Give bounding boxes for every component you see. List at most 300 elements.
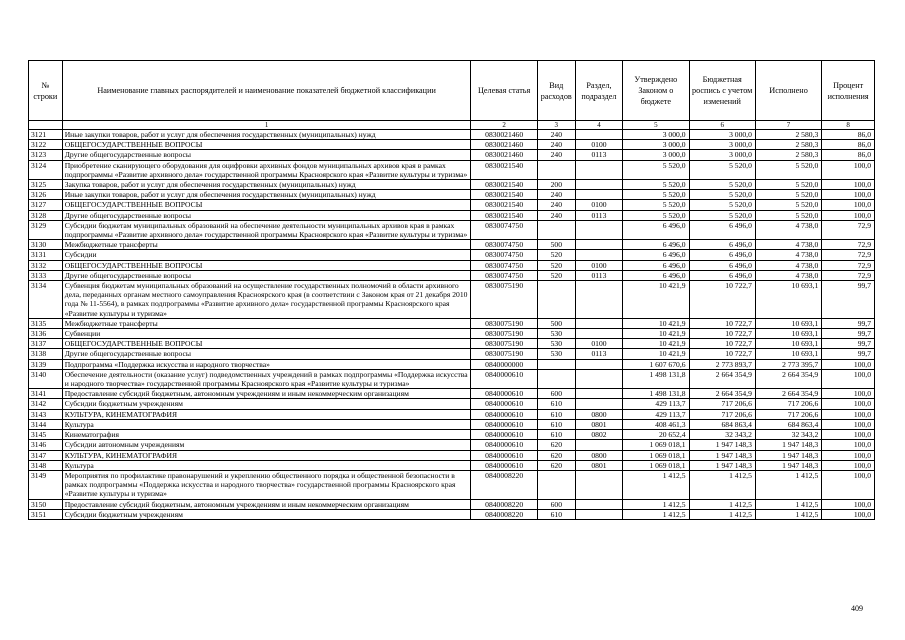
row-number: 3131 (29, 250, 63, 260)
target-article: 0840000610 (471, 430, 537, 440)
executed-value: 1 947 148,3 (755, 460, 821, 470)
percent-value: 100,0 (822, 160, 875, 179)
schedule-value: 10 722,7 (689, 349, 755, 359)
section-code: 0100 (575, 260, 622, 270)
table-row (29, 499, 875, 509)
row-number: 3124 (29, 160, 63, 179)
target-article: 0830075190 (471, 349, 537, 359)
approved-value: 6 496,0 (623, 220, 689, 239)
percent-value: 100,0 (822, 200, 875, 210)
target-article: 0830021540 (471, 160, 537, 179)
target-article: 0830021540 (471, 180, 537, 190)
target-article: 0830021460 (471, 130, 537, 140)
row-name: Другие общегосударственные вопросы (62, 349, 471, 359)
executed-value: 5 520,0 (755, 190, 821, 200)
percent-value: 100,0 (822, 409, 875, 419)
executed-value: 2 580,3 (755, 130, 821, 140)
target-article: 0840008220 (471, 499, 537, 509)
header-row (29, 61, 875, 121)
table-row (29, 399, 875, 409)
executed-value: 10 693,1 (755, 281, 821, 319)
percent-value: 100,0 (822, 430, 875, 440)
table-row (29, 349, 875, 359)
target-article: 0830075190 (471, 329, 537, 339)
expense-type: 240 (537, 210, 575, 220)
section-code (575, 250, 622, 260)
table-row (29, 260, 875, 270)
row-number: 3139 (29, 359, 63, 369)
approved-value: 1 069 018,1 (623, 450, 689, 460)
expense-type: 520 (537, 260, 575, 270)
table-row (29, 440, 875, 450)
executed-value: 684 863,4 (755, 419, 821, 429)
section-code: 0800 (575, 450, 622, 460)
col-index: 8 (822, 121, 875, 130)
col-index: 6 (689, 121, 755, 130)
expense-type: 600 (537, 499, 575, 509)
expense-type (537, 281, 575, 319)
row-name: Субсидии бюджетам муниципальных образований на обеспечение деятельности муниципальных архивов края в рамках подпрограммы «Развитие архивного дела» государственной программы Красноярского края «Развитие культуры и туризма» (62, 220, 471, 239)
approved-value: 3 000,0 (623, 130, 689, 140)
row-name: Закупка товаров, работ и услуг для обеспечения государственных (муниципальных) нужд (62, 180, 471, 190)
row-name: Субсидии автономным учреждениям (62, 440, 471, 450)
table-row (29, 339, 875, 349)
executed-value: 2 580,3 (755, 140, 821, 150)
row-name: Другие общегосударственные вопросы (62, 210, 471, 220)
percent-value: 72,9 (822, 220, 875, 239)
schedule-value: 1 412,5 (689, 499, 755, 509)
expense-type: 620 (537, 450, 575, 460)
executed-value: 4 738,0 (755, 270, 821, 280)
section-code: 0100 (575, 339, 622, 349)
section-code: 0113 (575, 150, 622, 160)
header-approved: Утверждено Законом о бюджете (623, 61, 689, 121)
percent-value: 99,7 (822, 349, 875, 359)
row-number: 3130 (29, 240, 63, 250)
schedule-value: 2 664 354,9 (689, 389, 755, 399)
schedule-value: 10 722,7 (689, 318, 755, 328)
percent-value: 100,0 (822, 210, 875, 220)
executed-value: 10 693,1 (755, 349, 821, 359)
percent-value: 100,0 (822, 450, 875, 460)
row-name: Приобретение сканирующего оборудования для оцифровки архивных фондов муниципальных архивов края в рамках подпрограммы «Развитие архивного дела» государственной программы Красноярского края «Развитие культуры и туризма» (62, 160, 471, 179)
row-name: Предоставление субсидий бюджетным, автономным учреждениям и иным некоммерческим организациям (62, 389, 471, 399)
percent-value: 100,0 (822, 440, 875, 450)
table-row (29, 270, 875, 280)
approved-value: 10 421,9 (623, 318, 689, 328)
section-code (575, 329, 622, 339)
target-article: 0840008220 (471, 470, 537, 499)
row-number: 3132 (29, 260, 63, 270)
schedule-value: 6 496,0 (689, 240, 755, 250)
target-article: 0840000610 (471, 460, 537, 470)
table-row (29, 419, 875, 429)
col-index: 1 (62, 121, 471, 130)
expense-type: 240 (537, 130, 575, 140)
executed-value: 4 738,0 (755, 260, 821, 270)
page-number: 409 (851, 604, 863, 613)
expense-type: 620 (537, 440, 575, 450)
section-code (575, 130, 622, 140)
row-number: 3146 (29, 440, 63, 450)
approved-value: 3 000,0 (623, 150, 689, 160)
percent-value: 86,0 (822, 150, 875, 160)
target-article: 0830075190 (471, 318, 537, 328)
table-row (29, 250, 875, 260)
section-code: 0801 (575, 460, 622, 470)
percent-value: 100,0 (822, 359, 875, 369)
approved-value: 6 496,0 (623, 260, 689, 270)
executed-value: 717 206,6 (755, 409, 821, 419)
section-code (575, 318, 622, 328)
target-article: 0840000610 (471, 399, 537, 409)
executed-value: 1 947 148,3 (755, 440, 821, 450)
expense-type (537, 470, 575, 499)
expense-type (537, 359, 575, 369)
schedule-value: 1 947 148,3 (689, 450, 755, 460)
target-article: 0840000610 (471, 389, 537, 399)
schedule-value: 3 000,0 (689, 150, 755, 160)
expense-type: 520 (537, 250, 575, 260)
section-code (575, 281, 622, 319)
table-row (29, 329, 875, 339)
row-name: Другие общегосударственные вопросы (62, 150, 471, 160)
table-row (29, 281, 875, 319)
row-number: 3143 (29, 409, 63, 419)
header-executed: Исполнено (755, 61, 821, 121)
expense-type: 530 (537, 329, 575, 339)
table-row (29, 210, 875, 220)
table-row (29, 240, 875, 250)
executed-value: 2 664 354,9 (755, 389, 821, 399)
section-code: 0100 (575, 140, 622, 150)
section-code: 0802 (575, 430, 622, 440)
col-index: 2 (471, 121, 537, 130)
target-article: 0830021460 (471, 150, 537, 160)
section-code: 0801 (575, 419, 622, 429)
schedule-value: 6 496,0 (689, 270, 755, 280)
table-row (29, 389, 875, 399)
header-type: Вид расходов (537, 61, 575, 121)
row-number: 3129 (29, 220, 63, 239)
section-code: 0113 (575, 270, 622, 280)
row-name: ОБЩЕГОСУДАРСТВЕННЫЕ ВОПРОСЫ (62, 200, 471, 210)
schedule-value: 5 520,0 (689, 180, 755, 190)
schedule-value: 10 722,7 (689, 281, 755, 319)
schedule-value: 5 520,0 (689, 190, 755, 200)
row-name: Подпрограмма «Поддержка искусства и народного творчества» (62, 359, 471, 369)
row-name: Межбюджетные трансферты (62, 240, 471, 250)
section-code: 0100 (575, 200, 622, 210)
percent-value: 72,9 (822, 270, 875, 280)
expense-type: 600 (537, 389, 575, 399)
percent-value: 86,0 (822, 130, 875, 140)
approved-value: 1 498 131,8 (623, 369, 689, 388)
table-row (29, 220, 875, 239)
approved-value: 10 421,9 (623, 281, 689, 319)
row-name: Субсидии бюджетным учреждениям (62, 509, 471, 519)
col-index: 5 (623, 121, 689, 130)
approved-value: 5 520,0 (623, 180, 689, 190)
row-number: 3133 (29, 270, 63, 280)
row-name: ОБЩЕГОСУДАРСТВЕННЫЕ ВОПРОСЫ (62, 260, 471, 270)
row-name: Иные закупки товаров, работ и услуг для обеспечения государственных (муниципальных) нужд (62, 190, 471, 200)
percent-value: 100,0 (822, 499, 875, 509)
section-code (575, 509, 622, 519)
schedule-value: 6 496,0 (689, 250, 755, 260)
row-number: 3136 (29, 329, 63, 339)
row-number: 3147 (29, 450, 63, 460)
target-article: 0830021540 (471, 210, 537, 220)
executed-value: 10 693,1 (755, 329, 821, 339)
row-name: Субвенция бюджетам муниципальных образований на осуществление государственных полномочий в области архивного дела, переданных органам местного самоуправления Красноярского края (в соответствии с Законом края от 21 декабря 2010 года № 11-5564), в рамках подпрограммы «Развитие архивного дела» государственной программы Красноярского края «Развитие культуры и туризма» (62, 281, 471, 319)
section-code (575, 440, 622, 450)
table-row (29, 140, 875, 150)
table-row (29, 180, 875, 190)
row-number: 3148 (29, 460, 63, 470)
target-article: 0840000610 (471, 450, 537, 460)
approved-value: 10 421,9 (623, 339, 689, 349)
target-article: 0830021460 (471, 140, 537, 150)
row-number: 3144 (29, 419, 63, 429)
executed-value: 4 738,0 (755, 250, 821, 260)
row-name: Иные закупки товаров, работ и услуг для обеспечения государственных (муниципальных) нужд (62, 130, 471, 140)
percent-value: 99,7 (822, 318, 875, 328)
row-name: Обеспечение деятельности (оказание услуг) подведомственных учреждений в рамках подпрограммы «Поддержка искусства и народного творчества» государственной программы Красноярского края «Развитие культуры и туризма» (62, 369, 471, 388)
table-row (29, 160, 875, 179)
expense-type: 530 (537, 349, 575, 359)
row-name: КУЛЬТУРА, КИНЕМАТОГРАФИЯ (62, 450, 471, 460)
schedule-value: 717 206,6 (689, 399, 755, 409)
schedule-value: 32 343,2 (689, 430, 755, 440)
expense-type: 610 (537, 419, 575, 429)
row-number: 3142 (29, 399, 63, 409)
schedule-value: 717 206,6 (689, 409, 755, 419)
expense-type: 240 (537, 150, 575, 160)
percent-value: 86,0 (822, 140, 875, 150)
section-code (575, 220, 622, 239)
expense-type (537, 369, 575, 388)
row-name: Субсидии бюджетным учреждениям (62, 399, 471, 409)
executed-value: 1 412,5 (755, 499, 821, 509)
schedule-value: 10 722,7 (689, 339, 755, 349)
header-schedule: Бюджетная роспись с учетом изменений (689, 61, 755, 121)
section-code (575, 190, 622, 200)
table-row (29, 470, 875, 499)
header-row-no: № строки (29, 61, 63, 121)
target-article: 0830074750 (471, 220, 537, 239)
executed-value: 2 664 354,9 (755, 369, 821, 388)
schedule-value: 684 863,4 (689, 419, 755, 429)
table-row (29, 409, 875, 419)
section-code (575, 180, 622, 190)
executed-value: 4 738,0 (755, 240, 821, 250)
row-number: 3150 (29, 499, 63, 509)
row-name: Культура (62, 460, 471, 470)
approved-value: 20 652,4 (623, 430, 689, 440)
budget-sheet (28, 60, 875, 520)
row-name: ОБЩЕГОСУДАРСТВЕННЫЕ ВОПРОСЫ (62, 140, 471, 150)
approved-value: 1 069 018,1 (623, 460, 689, 470)
table-row (29, 318, 875, 328)
schedule-value: 6 496,0 (689, 220, 755, 239)
executed-value: 2 773 395,7 (755, 359, 821, 369)
percent-value: 100,0 (822, 369, 875, 388)
executed-value: 5 520,0 (755, 160, 821, 179)
row-number: 3141 (29, 389, 63, 399)
schedule-value: 1 412,5 (689, 470, 755, 499)
executed-value: 1 412,5 (755, 470, 821, 499)
approved-value: 1 412,5 (623, 509, 689, 519)
col-index (29, 121, 63, 130)
percent-value: 72,9 (822, 250, 875, 260)
row-number: 3126 (29, 190, 63, 200)
executed-value: 10 693,1 (755, 318, 821, 328)
row-name: Межбюджетные трансферты (62, 318, 471, 328)
row-number: 3145 (29, 430, 63, 440)
expense-type: 520 (537, 270, 575, 280)
percent-value: 99,7 (822, 281, 875, 319)
header-target: Целевая статья (471, 61, 537, 121)
schedule-value: 1 947 148,3 (689, 440, 755, 450)
row-number: 3128 (29, 210, 63, 220)
expense-type: 200 (537, 180, 575, 190)
expense-type: 240 (537, 200, 575, 210)
schedule-value: 3 000,0 (689, 140, 755, 150)
row-number: 3122 (29, 140, 63, 150)
section-code (575, 470, 622, 499)
row-number: 3151 (29, 509, 63, 519)
table-row (29, 450, 875, 460)
expense-type: 620 (537, 460, 575, 470)
target-article: 0830074750 (471, 260, 537, 270)
expense-type: 530 (537, 339, 575, 349)
target-article: 0830074750 (471, 250, 537, 260)
approved-value: 1 412,5 (623, 470, 689, 499)
approved-value: 1 412,5 (623, 499, 689, 509)
percent-value: 99,7 (822, 329, 875, 339)
approved-value: 408 461,3 (623, 419, 689, 429)
row-name: Мероприятия по профилактике правонарушений и укреплению общественного порядка и общественной безопасности в рамках подпрограммы «Поддержка искусства и народного творчества» государственной программы Красноярского края «Развитие культуры и туризма» (62, 470, 471, 499)
section-code (575, 369, 622, 388)
executed-value: 32 343,2 (755, 430, 821, 440)
approved-value: 429 113,7 (623, 399, 689, 409)
target-article: 0840000610 (471, 409, 537, 419)
percent-value: 100,0 (822, 509, 875, 519)
approved-value: 6 496,0 (623, 270, 689, 280)
percent-value: 100,0 (822, 399, 875, 409)
executed-value: 1 947 148,3 (755, 450, 821, 460)
target-article: 0840008220 (471, 509, 537, 519)
target-article: 0830075190 (471, 281, 537, 319)
table-row (29, 190, 875, 200)
percent-value: 100,0 (822, 180, 875, 190)
expense-type: 610 (537, 430, 575, 440)
schedule-value: 1 412,5 (689, 509, 755, 519)
executed-value: 4 738,0 (755, 220, 821, 239)
approved-value: 1 607 670,6 (623, 359, 689, 369)
budget-table (28, 60, 875, 520)
expense-type: 610 (537, 399, 575, 409)
target-article: 0830074750 (471, 270, 537, 280)
row-number: 3123 (29, 150, 63, 160)
row-number: 3138 (29, 349, 63, 359)
row-number: 3149 (29, 470, 63, 499)
table-row (29, 200, 875, 210)
percent-value: 100,0 (822, 470, 875, 499)
row-number: 3140 (29, 369, 63, 388)
row-name: Субсидии (62, 250, 471, 260)
section-code (575, 399, 622, 409)
header-name: Наименование главных распорядителей и наименование показателей бюджетной классификации (62, 61, 471, 121)
table-row (29, 359, 875, 369)
table-row (29, 509, 875, 519)
col-index: 4 (575, 121, 622, 130)
executed-value: 1 412,5 (755, 509, 821, 519)
table-row (29, 130, 875, 140)
approved-value: 10 421,9 (623, 349, 689, 359)
row-number: 3121 (29, 130, 63, 140)
target-article: 0830021540 (471, 190, 537, 200)
executed-value: 2 580,3 (755, 150, 821, 160)
target-article: 0840000000 (471, 359, 537, 369)
schedule-value: 5 520,0 (689, 210, 755, 220)
percent-value: 100,0 (822, 419, 875, 429)
table-row (29, 369, 875, 388)
schedule-value: 6 496,0 (689, 260, 755, 270)
target-article: 0830075190 (471, 339, 537, 349)
target-article: 0840000610 (471, 369, 537, 388)
table-row (29, 430, 875, 440)
target-article: 0830021540 (471, 200, 537, 210)
schedule-value: 1 947 148,3 (689, 460, 755, 470)
header-section: Раздел, подраздел (575, 61, 622, 121)
approved-value: 5 520,0 (623, 160, 689, 179)
expense-type: 240 (537, 190, 575, 200)
target-article: 0840000610 (471, 440, 537, 450)
executed-value: 5 520,0 (755, 200, 821, 210)
target-article: 0830074750 (471, 240, 537, 250)
col-index: 3 (537, 121, 575, 130)
expense-type: 610 (537, 409, 575, 419)
section-code: 0113 (575, 349, 622, 359)
percent-value: 72,9 (822, 240, 875, 250)
expense-type (537, 160, 575, 179)
approved-value: 5 520,0 (623, 190, 689, 200)
approved-value: 1 498 131,8 (623, 389, 689, 399)
approved-value: 5 520,0 (623, 210, 689, 220)
approved-value: 6 496,0 (623, 250, 689, 260)
executed-value: 10 693,1 (755, 339, 821, 349)
schedule-value: 10 722,7 (689, 329, 755, 339)
table-row (29, 460, 875, 470)
percent-value: 100,0 (822, 460, 875, 470)
expense-type: 500 (537, 240, 575, 250)
row-name: Предоставление субсидий бюджетным, автономным учреждениям и иным некоммерческим организациям (62, 499, 471, 509)
schedule-value: 2 773 893,7 (689, 359, 755, 369)
section-code (575, 359, 622, 369)
approved-value: 3 000,0 (623, 140, 689, 150)
row-name: ОБЩЕГОСУДАРСТВЕННЫЕ ВОПРОСЫ (62, 339, 471, 349)
row-name: Другие общегосударственные вопросы (62, 270, 471, 280)
row-name: Культура (62, 419, 471, 429)
percent-value: 72,9 (822, 260, 875, 270)
row-name: Субвенции (62, 329, 471, 339)
schedule-value: 2 664 354,9 (689, 369, 755, 388)
schedule-value: 3 000,0 (689, 130, 755, 140)
section-code (575, 499, 622, 509)
percent-value: 99,7 (822, 339, 875, 349)
